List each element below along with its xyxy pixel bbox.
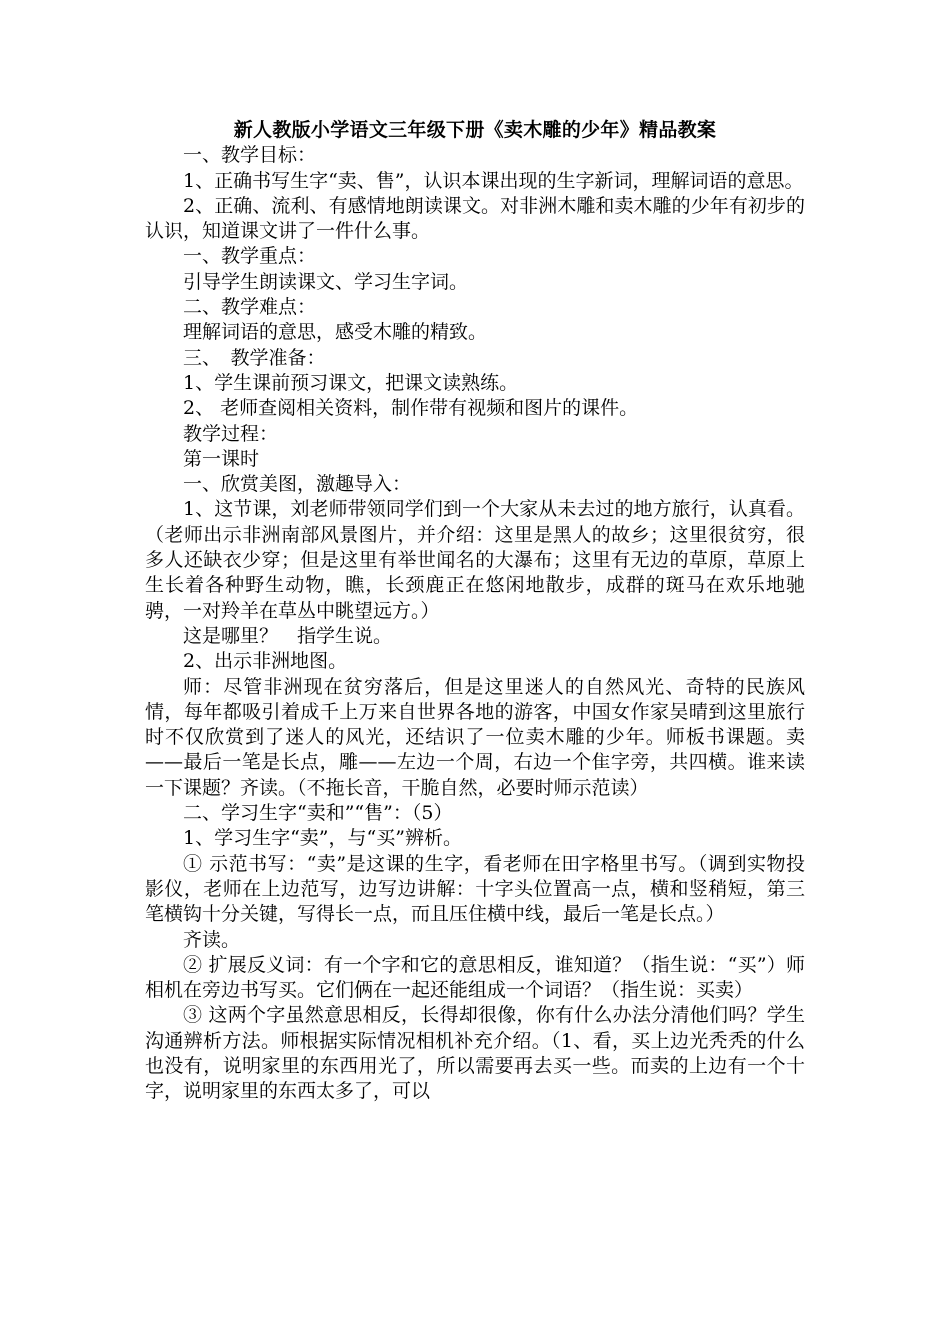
- paragraph-8: 三、 教学准备：: [183, 346, 326, 369]
- paragraph-10: 2、 老师查阅相关资料，制作带有视频和图片的课件。: [183, 397, 639, 420]
- paragraph-1: 一、教学目标：: [183, 144, 317, 167]
- paragraph-23: ③ 这两个字虽然意思相反，长得却很像，你有什么办法分清他们吗？学生沟通辨析方法。师根据实际情况相机补充介绍。（1、看，买上边光秃秃的什么也没有，说明家里的东西用光了，所以需要再去买一些。而卖的上边有一个十字，说明家里的东西太多了，可以: [145, 1004, 805, 1103]
- document-title: 新人教版小学语文三年级下册《卖木雕的少年》精品教案: [233, 119, 717, 141]
- paragraph-20: ① 示范书写：“卖”是这课的生字，看老师在田字格里书写。（调到实物投影仪，老师在上边范写，边写边讲解：十字头位置高一点，横和竖稍短，第三笔横钩十分关键，写得长一点，而且压住横中线，最后一笔是长点。）: [145, 852, 805, 926]
- paragraph-14: 1、这节课，刘老师带领同学们到一个大家从未去过的地方旅行，认真看。（老师出示非洲南部风景图片，并介绍：这里是黑人的故乡；这里很贫穷，很多人还缺衣少穿；但是这里有举世闻名的大瀑布；这里有无边的草原，草原上生长着各种野生动物，瞧，长颈鹿正在悠闲地散步，成群的斑马在欢乐地驰骋，一对羚羊在草丛中眺望远方。）: [145, 498, 805, 622]
- paragraph-7: 理解词语的意思，感受木雕的精致。: [183, 321, 488, 344]
- paragraph-22: ② 扩展反义词：有一个字和它的意思相反，谁知道？（指生说：“买”）师相机在旁边书写买。它们俩在一起还能组成一个词语？（指生说：买卖）: [145, 953, 805, 1002]
- paragraph-21: 齐读。: [183, 928, 241, 951]
- paragraph-18: 二、学习生字“卖和”“售”：（5）: [183, 802, 453, 825]
- paragraph-16: 2、出示非洲地图。: [183, 650, 348, 673]
- paragraph-15: 这是哪里？ 指学生说。: [183, 624, 393, 647]
- paragraph-19: 1、学习生字“卖”，与“买”辨析。: [183, 827, 462, 850]
- paragraph-12: 第一课时: [183, 447, 260, 470]
- paragraph-5: 引导学生朗读课文、学习生字词。: [183, 270, 469, 293]
- paragraph-9: 1、学生课前预习课文，把课文读熟练。: [183, 371, 519, 394]
- paragraph-13: 一、欣赏美图，激趣导入：: [183, 473, 412, 496]
- document-page: [145, 118, 805, 1105]
- paragraph-17: 师：尽管非洲现在贫穷落后，但是这里迷人的自然风光、奇特的民族风情，每年都吸引着成千上万来自世界各地的游客，中国女作家吴晴到这里旅行时不仅欣赏到了迷人的风光，还结识了一位卖木雕的少年。师板书课题。卖——最后一笔是长点，雕——左边一个周，右边一个隹字旁，共四横。谁来读一下课题？齐读。（不拖长音，干脆自然，必要时师示范读）: [145, 675, 805, 799]
- paragraph-4: 一、教学重点：: [183, 245, 317, 268]
- paragraph-11: 教学过程：: [183, 422, 279, 445]
- paragraph-2: 1、正确书写生字“卖、售”，认识本课出现的生字新词，理解词语的意思。: [183, 169, 804, 192]
- paragraph-6: 二、教学难点：: [183, 296, 317, 319]
- paragraph-3: 2、正确、流利、有感情地朗读课文。对非洲木雕和卖木雕的少年有初步的认识，知道课文讲了一件什么事。: [145, 194, 805, 243]
